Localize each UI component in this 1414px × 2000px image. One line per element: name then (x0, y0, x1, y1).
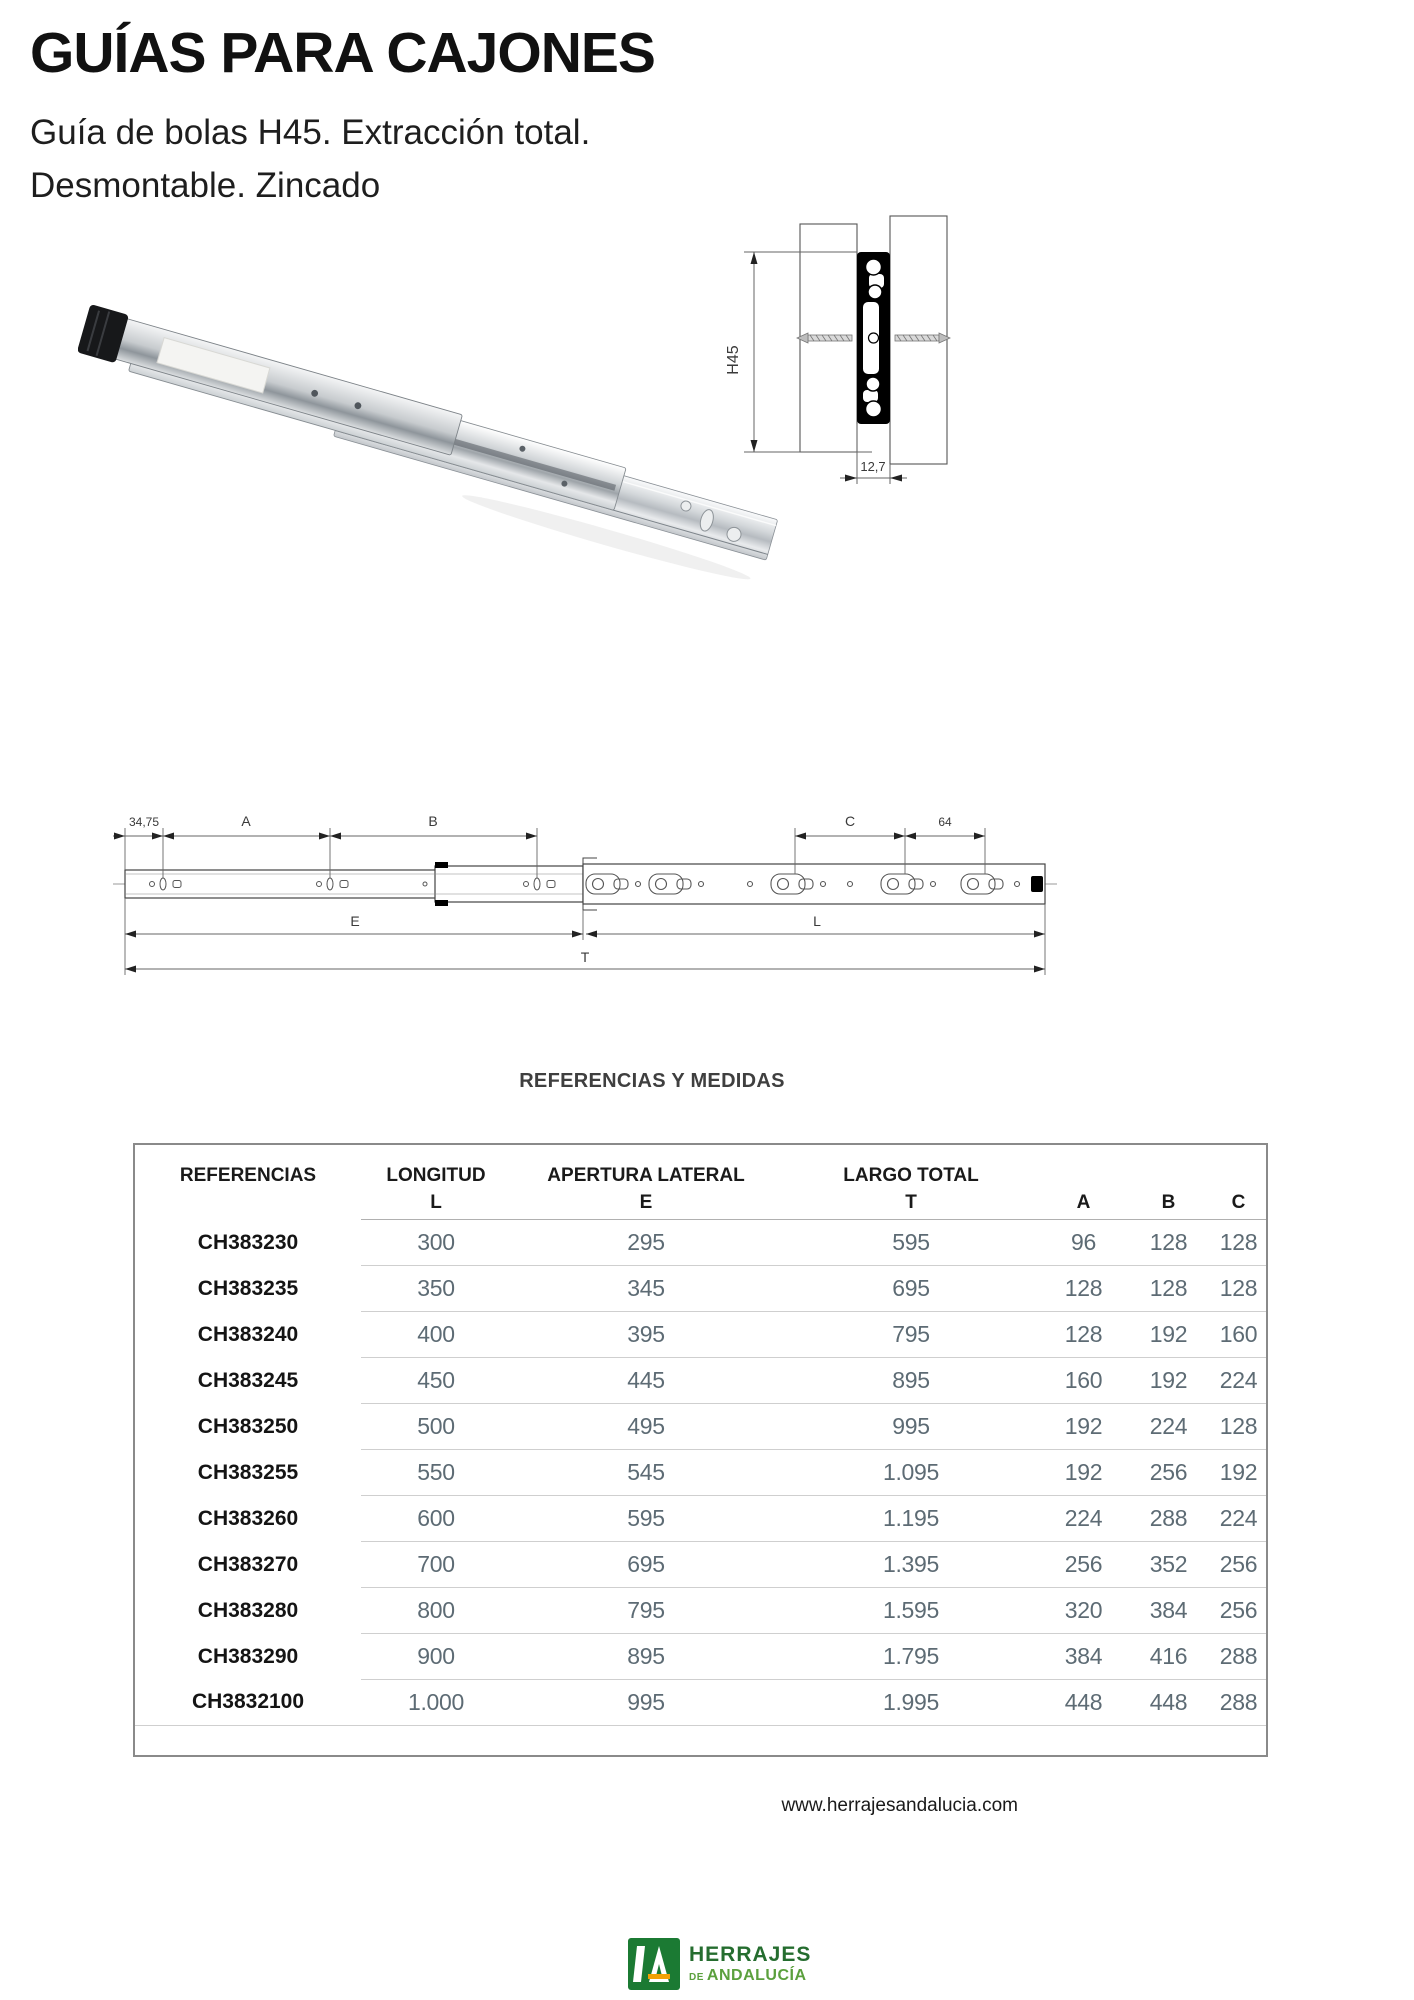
cell-t: 995 (781, 1404, 1041, 1450)
cell-b: 128 (1126, 1266, 1211, 1312)
cell-a: 448 (1041, 1680, 1126, 1726)
cell-ref: CH383260 (197, 1506, 299, 1530)
logo-line2 (689, 1968, 811, 1984)
subtitle-line-1: Guía de bolas H45. Extracción total. (30, 113, 591, 152)
cell-c: 128 (1211, 1404, 1266, 1450)
column-header: C (1211, 1145, 1266, 1220)
logo-line2-main: ANDALUCÍA (706, 1967, 807, 1984)
cell-c: 224 (1211, 1496, 1266, 1542)
product-photo (78, 288, 802, 588)
cell-b: 192 (1126, 1312, 1211, 1358)
cell-a: 128 (1041, 1312, 1126, 1358)
column-header: A (1041, 1145, 1126, 1220)
table-header-row (135, 1145, 1266, 1220)
cell-t: 595 (781, 1220, 1041, 1266)
cell-t: 895 (781, 1358, 1041, 1404)
cell-ref: CH383250 (197, 1414, 299, 1438)
cell-l: 600 (361, 1496, 511, 1542)
column-header: B (1126, 1145, 1211, 1220)
references-table-frame (133, 1143, 1268, 1757)
table-row (135, 1404, 1266, 1450)
page-title: GUÍAS PARA CAJONES (30, 21, 655, 85)
width-dimension-label: 12,7 (860, 459, 886, 474)
cell-l: 300 (361, 1220, 511, 1266)
cell-e: 295 (511, 1220, 781, 1266)
cell-b: 224 (1126, 1404, 1211, 1450)
logo-icon (628, 1938, 680, 1990)
column-header: LARGO TOTAL T (781, 1145, 1041, 1220)
cell-ref: CH383255 (197, 1460, 299, 1484)
cell-e: 345 (511, 1266, 781, 1312)
dim-c-label: C (844, 813, 856, 829)
slide-profile (857, 252, 890, 424)
references-table (135, 1145, 1266, 1726)
cell-e: 445 (511, 1358, 781, 1404)
cell-a: 96 (1041, 1220, 1126, 1266)
cell-e: 895 (511, 1634, 781, 1680)
table-row (135, 1358, 1266, 1404)
table-row (135, 1220, 1266, 1266)
cell-l: 350 (361, 1266, 511, 1312)
cell-l: 700 (361, 1542, 511, 1588)
website-link[interactable]: www.herrajesandalucia.com (781, 1795, 1018, 1816)
cell-ref: CH383230 (197, 1230, 299, 1254)
cell-a: 320 (1041, 1588, 1126, 1634)
logo-text (689, 1944, 811, 1984)
cell-t: 795 (781, 1312, 1041, 1358)
table-row (135, 1588, 1266, 1634)
table-row (135, 1496, 1266, 1542)
cell-ref: CH383280 (197, 1598, 299, 1622)
dim-e-label: E (350, 913, 360, 929)
website (618, 1795, 1018, 1817)
cell-c: 160 (1211, 1312, 1266, 1358)
column-header: REFERENCIAS (179, 1165, 317, 1186)
cell-c: 192 (1211, 1450, 1266, 1496)
cell-a: 256 (1041, 1542, 1126, 1588)
cell-c: 128 (1211, 1220, 1266, 1266)
cross-section-diagram (712, 212, 977, 497)
dim-64-label: 64 (938, 815, 952, 829)
cell-l: 400 (361, 1312, 511, 1358)
cell-c: 224 (1211, 1358, 1266, 1404)
cell-t: 1.195 (781, 1496, 1041, 1542)
cell-b: 128 (1126, 1220, 1211, 1266)
cell-ref: CH383270 (197, 1552, 299, 1576)
cell-c: 128 (1211, 1266, 1266, 1312)
cell-b: 192 (1126, 1358, 1211, 1404)
table-heading: REFERENCIAS Y MEDIDAS (519, 1070, 785, 1092)
cell-l: 1.000 (361, 1680, 511, 1726)
table-row (135, 1680, 1266, 1726)
cell-t: 1.395 (781, 1542, 1041, 1588)
cell-b: 352 (1126, 1542, 1211, 1588)
cell-e: 695 (511, 1542, 781, 1588)
cell-a: 192 (1041, 1450, 1126, 1496)
cell-b: 416 (1126, 1634, 1211, 1680)
table-body (135, 1220, 1266, 1726)
cell-e: 545 (511, 1450, 781, 1496)
cell-ref: CH383245 (197, 1368, 299, 1392)
cell-c: 256 (1211, 1542, 1266, 1588)
cell-l: 500 (361, 1404, 511, 1450)
height-dimension-label: H45 (725, 345, 742, 375)
cell-b: 448 (1126, 1680, 1211, 1726)
dim-a-label: A (241, 813, 251, 829)
cell-a: 384 (1041, 1634, 1126, 1680)
logo-line2-prefix: DE (689, 1972, 704, 1983)
cell-ref: CH383290 (197, 1644, 299, 1668)
dimension-drawing (105, 806, 1065, 991)
extended-rail (583, 858, 1045, 910)
cell-e: 595 (511, 1496, 781, 1542)
subtitle-line-2: Desmontable. Zincado (30, 166, 381, 205)
table-row (135, 1542, 1266, 1588)
cell-ref: CH3832100 (135, 1680, 361, 1726)
cell-t: 1.095 (781, 1450, 1041, 1496)
cell-b: 384 (1126, 1588, 1211, 1634)
cell-l: 550 (361, 1450, 511, 1496)
cell-e: 995 (511, 1680, 781, 1726)
column-header: APERTURA LATERAL E (511, 1145, 781, 1220)
cell-ref: CH383235 (197, 1276, 299, 1300)
page-subtitle (30, 106, 590, 212)
cell-ref: CH383240 (197, 1322, 299, 1346)
cell-l: 800 (361, 1588, 511, 1634)
closed-slide-body (125, 866, 583, 902)
cell-t: 695 (781, 1266, 1041, 1312)
dim-l-label: L (813, 913, 821, 929)
cell-c: 256 (1211, 1588, 1266, 1634)
cell-l: 900 (361, 1634, 511, 1680)
table-row (135, 1450, 1266, 1496)
cell-t: 1.595 (781, 1588, 1041, 1634)
dim-t-label: T (580, 949, 590, 965)
front-rail (105, 316, 463, 456)
cell-b: 288 (1126, 1496, 1211, 1542)
company-logo (628, 1938, 811, 1990)
logo-line1: HERRAJES (689, 1943, 812, 1966)
cell-c: 288 (1211, 1634, 1266, 1680)
cell-c: 288 (1211, 1680, 1266, 1726)
column-header: LONGITUD L (361, 1145, 511, 1220)
cell-t: 1.795 (781, 1634, 1041, 1680)
cell-a: 128 (1041, 1266, 1126, 1312)
cell-e: 495 (511, 1404, 781, 1450)
table-row (135, 1634, 1266, 1680)
cell-e: 395 (511, 1312, 781, 1358)
cell-e: 795 (511, 1588, 781, 1634)
cell-a: 192 (1041, 1404, 1126, 1450)
dim-b-label: B (428, 813, 438, 829)
dim-offset-label: 34,75 (128, 815, 160, 829)
table-row (135, 1312, 1266, 1358)
table-row (135, 1266, 1266, 1312)
cell-a: 224 (1041, 1496, 1126, 1542)
cell-b: 256 (1126, 1450, 1211, 1496)
cell-a: 160 (1041, 1358, 1126, 1404)
cell-t: 1.995 (781, 1680, 1041, 1726)
cell-l: 450 (361, 1358, 511, 1404)
